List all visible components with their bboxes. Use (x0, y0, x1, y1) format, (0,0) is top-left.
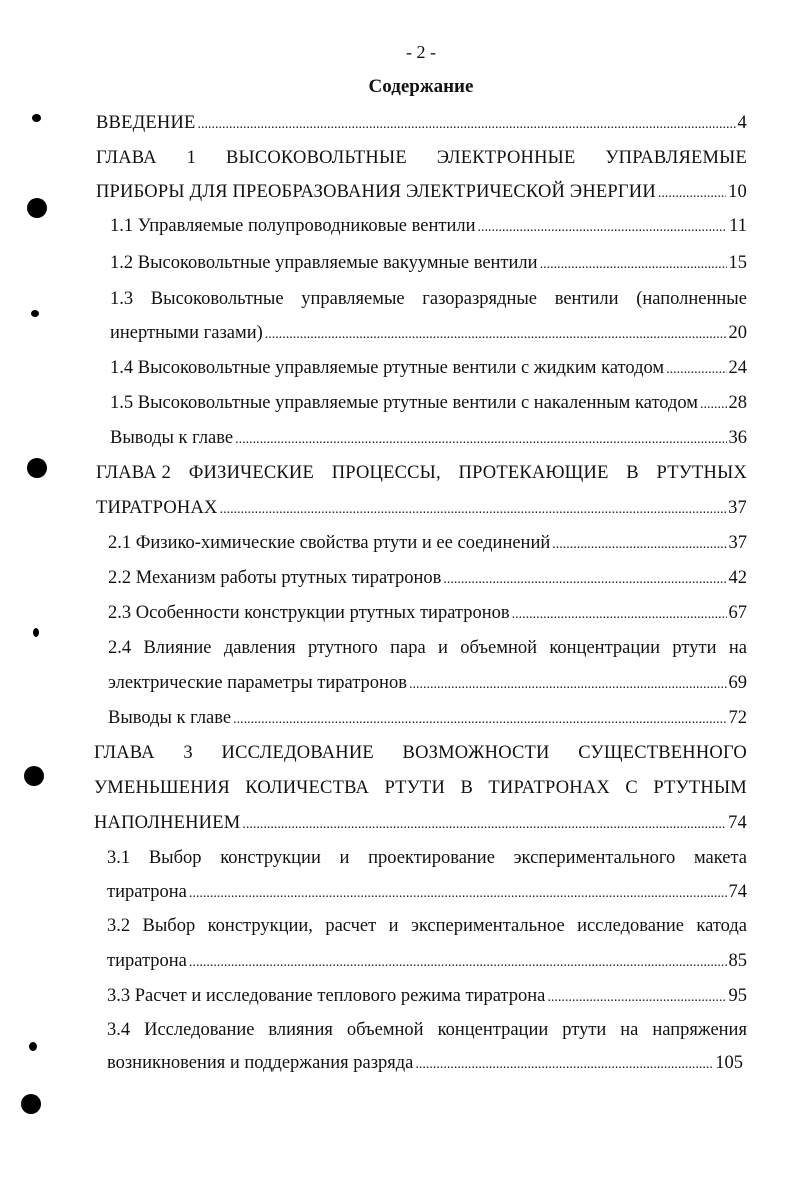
dot-leader (198, 112, 736, 138)
binder-hole (31, 310, 39, 317)
word: 3.2 (107, 916, 131, 936)
word: СУЩЕСТВЕННОГО (578, 743, 747, 763)
dot-leader (265, 322, 727, 348)
word: РТУТНЫМ (653, 778, 747, 798)
word: ТИРАТРОНАХ (488, 778, 610, 798)
dot-leader (415, 1052, 713, 1078)
word: ИССЛЕДОВАНИЕ (221, 743, 374, 763)
word: экспериментального (513, 848, 676, 868)
word: макета (693, 848, 747, 868)
dot-leader (658, 181, 726, 207)
word: объемной (346, 1020, 424, 1040)
toc-entry-text: 1.1 Управляемые полупроводниковые вентили (110, 216, 476, 236)
toc-entry-text: ВВЕДЕНИЕ (96, 113, 196, 133)
toc-chapter-3-line2[interactable] (94, 775, 747, 801)
toc-section-2-4-line1[interactable] (108, 635, 747, 661)
toc-entry-text: 2.2 Механизм работы ртутных тиратронов (108, 568, 442, 588)
dot-leader (409, 672, 727, 698)
word: РТУТНЫХ (656, 463, 747, 483)
dot-leader (552, 532, 726, 558)
word: концентрации (549, 638, 661, 658)
word: РТУТИ (384, 778, 446, 798)
toc-page-number: 74 (728, 813, 747, 833)
toc-entry-text: тиратрона (107, 951, 187, 971)
word: конструкции (220, 848, 321, 868)
dot-leader (233, 707, 726, 733)
toc-chapter-2-line1[interactable] (96, 460, 747, 486)
toc-section-1-5[interactable] (110, 390, 747, 416)
toc-entry-intro[interactable] (96, 110, 747, 136)
toc-entry-text: НАПОЛНЕНИЕМ (94, 813, 241, 833)
binder-hole (32, 114, 41, 122)
toc-entry-text: ПРИБОРЫ ДЛЯ ПРЕОБРАЗОВАНИЯ ЭЛЕКТРИЧЕСКОЙ ЭНЕРГИИ (96, 182, 656, 202)
toc-section-3-2-line2[interactable] (107, 948, 747, 974)
word: ГЛАВА (94, 743, 155, 763)
binder-hole (27, 198, 47, 218)
word: концентрации (437, 1020, 549, 1040)
toc-page-number: 36 (728, 428, 747, 448)
toc-section-1-1[interactable] (110, 213, 747, 239)
word: С (625, 778, 638, 798)
toc-page-number: 42 (728, 568, 747, 588)
toc-page-number: 37 (728, 498, 747, 518)
toc-section-2-1[interactable] (108, 530, 747, 556)
toc-page-number: 95 (728, 986, 747, 1006)
word: и (388, 916, 399, 936)
word: ртутного (308, 638, 378, 658)
toc-page-number: 67 (728, 603, 747, 623)
dot-leader (189, 881, 727, 907)
toc-page-number: 85 (728, 951, 747, 971)
toc-section-3-3[interactable] (107, 983, 747, 1009)
toc-section-2-4-line2[interactable] (108, 670, 747, 696)
toc-section-1-4[interactable] (110, 355, 747, 381)
word: и (339, 848, 350, 868)
word: напряжения (652, 1020, 747, 1040)
dot-leader (242, 812, 726, 838)
word: ВОЗМОЖНОСТИ (402, 743, 550, 763)
word: УМЕНЬШЕНИЯ (94, 778, 230, 798)
toc-section-3-1-line1[interactable] (107, 845, 747, 871)
toc-page-number: 10 (728, 182, 747, 202)
toc-chapter-2-line2[interactable] (96, 495, 747, 521)
page-number: - 2 - (406, 42, 436, 62)
toc-page-number: 28 (728, 393, 747, 413)
word: В (626, 463, 639, 483)
dot-leader (547, 985, 726, 1011)
word: проектирование (368, 848, 495, 868)
page-title: Содержание (368, 76, 474, 97)
word: ГЛАВА (96, 148, 157, 168)
dot-leader (220, 497, 727, 523)
toc-section-3-4-line2[interactable] (107, 1050, 743, 1076)
word: конструкции, (207, 916, 313, 936)
toc-chapter-1-line1[interactable] (96, 145, 747, 171)
toc-section-1-3-line1[interactable] (110, 286, 747, 312)
binder-hole (27, 458, 47, 478)
word: Исследование (144, 1020, 255, 1040)
word: ртути (672, 638, 717, 658)
word: Высоковольтные (150, 289, 284, 309)
binder-hole (21, 1094, 41, 1114)
word: УПРАВЛЯЕМЫЕ (605, 148, 747, 168)
word: Выбор (148, 848, 202, 868)
dot-leader (700, 392, 726, 418)
toc-section-3-1-line2[interactable] (107, 879, 747, 905)
toc-entry-text: Выводы к главе (110, 428, 234, 448)
word: 3.1 (107, 848, 131, 868)
toc-entry-text: 1.5 Высоковольтные управляемые ртутные вентили с накаленным катодом (110, 393, 699, 413)
toc-entry-text: 2.1 Физико-химические свойства ртути и ее соединений (108, 533, 551, 553)
toc-entry-text: электрические параметры тиратронов (108, 673, 407, 693)
word: газоразрядные (422, 289, 538, 309)
toc-entry-text: инертными газами) (110, 323, 263, 343)
word: исследование (577, 916, 684, 936)
dot-leader (477, 215, 727, 241)
toc-entry-text: ТИРАТРОНАХ (96, 498, 218, 518)
toc-section-1-3-line2[interactable] (110, 320, 747, 346)
word: В (460, 778, 473, 798)
binder-hole (29, 1042, 37, 1051)
toc-page-number: 24 (728, 358, 747, 378)
word: экспериментальное (410, 916, 565, 936)
toc-section-3-4-line1[interactable] (107, 1017, 747, 1043)
toc-entry-text: 2.3 Особенности конструкции ртутных тиратронов (108, 603, 510, 623)
toc-chapter-1-line2[interactable] (96, 179, 747, 205)
word: давления (223, 638, 296, 658)
word: 2.4 (108, 638, 132, 658)
toc-section-1-2[interactable] (110, 250, 747, 276)
word: катода (696, 916, 747, 936)
toc-page-number: 72 (728, 708, 747, 728)
toc-chapter-3-line3[interactable] (94, 810, 747, 836)
word: на (728, 638, 747, 658)
word: 3.4 (107, 1020, 131, 1040)
toc-conclusions-ch1[interactable] (110, 425, 747, 451)
word: 1.3 (110, 289, 134, 309)
word: пара (390, 638, 426, 658)
toc-conclusions-ch2[interactable] (108, 705, 747, 731)
toc-section-3-2-line1[interactable] (107, 913, 747, 939)
dot-leader (666, 357, 726, 383)
toc-entry-text: Выводы к главе (108, 708, 232, 728)
word: влияния (268, 1020, 333, 1040)
toc-entry-text: 3.3 Расчет и исследование теплового режима тиратрона (107, 986, 546, 1006)
toc-page-number: 15 (728, 253, 747, 273)
word: на (620, 1020, 639, 1040)
word: КОЛИЧЕСТВА (245, 778, 370, 798)
toc-page-number: 20 (728, 323, 747, 343)
toc-entry-text: возникновения и поддержания разряда (107, 1053, 414, 1073)
toc-section-2-3[interactable] (108, 600, 747, 626)
toc-entry-text: 1.2 Высоковольтные управляемые вакуумные вентили (110, 253, 538, 273)
word: ВЫСОКОВОЛЬТНЫЕ (225, 148, 407, 168)
word: 1 (186, 148, 197, 168)
toc-page-number: 37 (728, 533, 747, 553)
binder-hole (24, 766, 44, 786)
dot-leader (235, 427, 726, 453)
toc-section-2-2[interactable] (108, 565, 747, 591)
word: ЭЛЕКТРОННЫЕ (436, 148, 576, 168)
dot-leader (443, 567, 726, 593)
dot-leader (512, 602, 727, 628)
toc-page-number: 4 (737, 113, 747, 133)
binder-hole (33, 628, 39, 637)
word: управляемые (301, 289, 405, 309)
dot-leader (540, 252, 727, 278)
word: ФИЗИЧЕСКИЕ (188, 463, 314, 483)
word: ртути (562, 1020, 607, 1040)
word: 3 (183, 743, 193, 763)
toc-page-number: 11 (729, 216, 747, 236)
word: расчет (325, 916, 377, 936)
word: вентили (554, 289, 619, 309)
toc-entry-text: тиратрона (107, 882, 187, 902)
word: Влияние (143, 638, 212, 658)
word: ПРОЦЕССЫ, (331, 463, 441, 483)
toc-page-number: 69 (728, 673, 747, 693)
word: ПРОТЕКАЮЩИЕ (458, 463, 609, 483)
word: (наполненные (636, 289, 747, 309)
word: Выбор (142, 916, 196, 936)
word: и (438, 638, 448, 658)
dot-leader (189, 950, 727, 976)
toc-chapter-3-line1[interactable] (94, 740, 747, 766)
word: объемной (460, 638, 538, 658)
word: ГЛАВА 2 (96, 463, 172, 483)
toc-page-number: 74 (728, 882, 747, 902)
toc-entry-text: 1.4 Высоковольтные управляемые ртутные вентили с жидким катодом (110, 358, 665, 378)
toc-page-number: 105 (715, 1053, 743, 1073)
